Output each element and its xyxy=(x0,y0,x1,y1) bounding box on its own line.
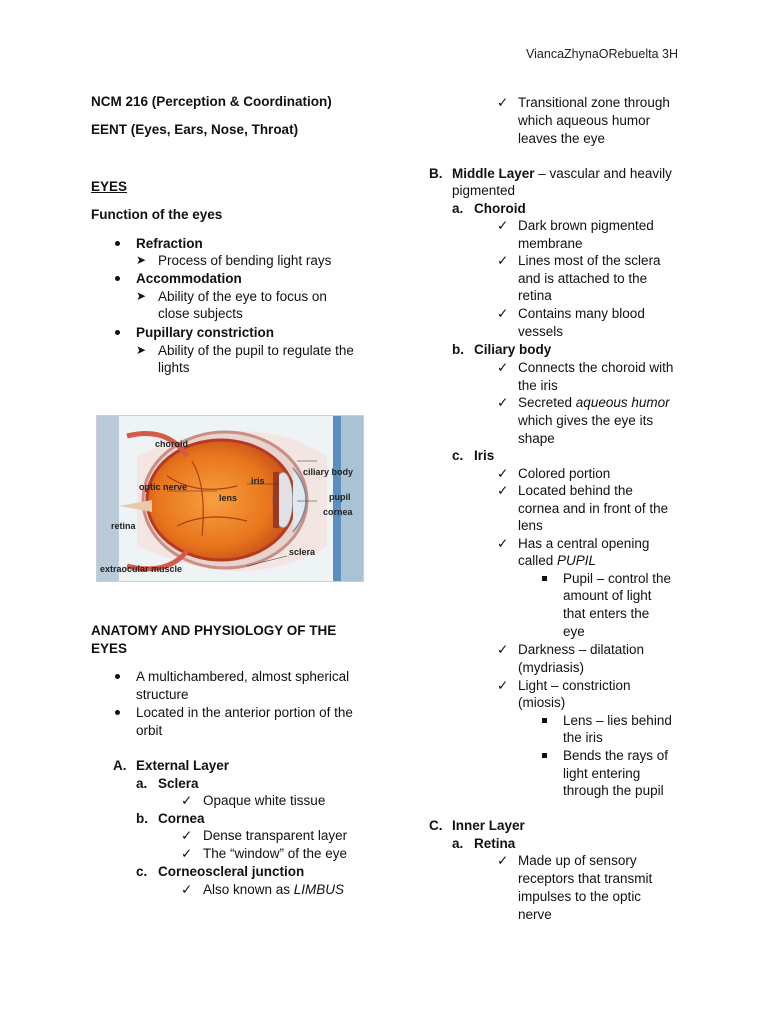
function-term: Accommodation xyxy=(136,271,242,286)
iris-item: (mydriasis) xyxy=(518,660,584,675)
label-pupil: pupil xyxy=(329,492,351,502)
eyes-heading: EYES xyxy=(91,179,128,194)
retina-item: nerve xyxy=(518,907,552,922)
sub-marker: a. xyxy=(136,776,148,791)
pupil-sub-item: that enters the xyxy=(563,606,650,621)
sub-marker: a. xyxy=(452,201,464,216)
label-iris: iris xyxy=(251,476,265,486)
bullet-icon xyxy=(115,674,120,679)
anatomy-point: Located in the anterior portion of the xyxy=(136,705,353,720)
bullet-icon xyxy=(115,241,120,246)
check-icon: ✓ xyxy=(497,678,509,693)
choroid-item: membrane xyxy=(518,236,583,251)
sub-marker: c. xyxy=(136,864,148,879)
transitional-text: leaves the eye xyxy=(518,131,606,146)
function-term: Pupillary constriction xyxy=(136,325,275,340)
ciliary-item: which gives the eye its xyxy=(518,413,654,428)
iris-item: lens xyxy=(518,518,543,533)
check-icon: ✓ xyxy=(497,360,509,375)
lens-sub-item: the iris xyxy=(563,730,603,745)
label-cornea: cornea xyxy=(323,507,353,517)
iris-item: Colored portion xyxy=(518,466,611,481)
cornea-title: Cornea xyxy=(158,811,205,826)
sub-marker: b. xyxy=(136,811,148,826)
inner-layer-title: Inner Layer xyxy=(452,818,525,833)
anatomy-heading: ANATOMY AND PHYSIOLOGY OF THE xyxy=(91,623,337,638)
check-icon: ✓ xyxy=(181,828,193,843)
ciliary-title: Ciliary body xyxy=(474,342,552,357)
pupil-sub-item: eye xyxy=(563,624,585,639)
check-icon: ✓ xyxy=(181,846,193,861)
pupil-sub-item: Pupil – control the xyxy=(563,571,672,586)
section-marker: B. xyxy=(429,166,443,181)
author-header: ViancaZhynaORebuelta 3H xyxy=(526,47,678,61)
square-bullet-icon xyxy=(542,753,547,758)
lens-sub-item: Bends the rays of xyxy=(563,748,669,763)
label-ciliary-body: ciliary body xyxy=(303,467,354,477)
check-icon: ✓ xyxy=(497,536,509,551)
bullet-icon xyxy=(115,710,120,715)
function-heading: Function of the eyes xyxy=(91,207,223,222)
junction-title: Corneoscleral junction xyxy=(158,864,305,879)
choroid-item: vessels xyxy=(518,324,564,339)
eye-anatomy-figure xyxy=(96,415,364,582)
square-bullet-icon xyxy=(542,576,547,581)
cornea-item: Dense transparent layer xyxy=(203,828,348,843)
anatomy-point: structure xyxy=(136,687,189,702)
retina-item: Made up of sensory xyxy=(518,853,637,868)
check-icon: ✓ xyxy=(497,642,509,657)
anatomy-point: A multichambered, almost spherical xyxy=(136,669,350,684)
iris-item: called PUPIL xyxy=(518,553,597,568)
retina-item: impulses to the optic xyxy=(518,889,642,904)
function-term: Refraction xyxy=(136,236,203,251)
retina-title: Retina xyxy=(474,836,516,851)
check-icon: ✓ xyxy=(497,253,509,268)
anatomy-point: orbit xyxy=(136,723,163,738)
check-icon: ✓ xyxy=(497,853,509,868)
sclera-title: Sclera xyxy=(158,776,199,791)
ciliary-item: shape xyxy=(518,431,555,446)
pupil-sub-item: amount of light xyxy=(563,588,652,603)
choroid-title: Choroid xyxy=(474,201,526,216)
course-subtitle: EENT (Eyes, Ears, Nose, Throat) xyxy=(91,122,299,137)
iris-item: Darkness – dilatation xyxy=(518,642,645,657)
bullet-icon xyxy=(115,330,120,335)
iris-item: (miosis) xyxy=(518,695,566,710)
iris-item: Located behind the xyxy=(518,483,633,498)
label-lens: lens xyxy=(219,493,238,503)
choroid-item: Contains many blood xyxy=(518,306,645,321)
arrow-bullet-icon: ➤ xyxy=(136,253,147,267)
cornea-item: The “window” of the eye xyxy=(203,846,348,861)
iris-title: Iris xyxy=(474,448,495,463)
lens-sub-item: light entering xyxy=(563,766,641,781)
ciliary-item: the iris xyxy=(518,378,558,393)
label-choroid: choroid xyxy=(155,439,188,449)
square-bullet-icon xyxy=(542,718,547,723)
sub-marker: c. xyxy=(452,448,464,463)
check-icon: ✓ xyxy=(181,793,193,808)
sclera-item: Opaque white tissue xyxy=(203,793,326,808)
external-layer-title: External Layer xyxy=(136,758,230,773)
course-title: NCM 216 (Perception & Coordination) xyxy=(91,94,332,109)
function-desc: Process of bending light rays xyxy=(158,253,332,268)
retina-item: receptors that transmit xyxy=(518,871,653,886)
check-icon: ✓ xyxy=(497,395,509,410)
ciliary-item: Secreted aqueous humor xyxy=(518,395,670,410)
lens-sub-item: Lens – lies behind xyxy=(563,713,672,728)
check-icon: ✓ xyxy=(497,466,509,481)
label-sclera: sclera xyxy=(289,547,316,557)
choroid-item: retina xyxy=(518,288,552,303)
junction-item: Also known as LIMBUS xyxy=(203,882,345,897)
function-desc: close subjects xyxy=(158,306,243,321)
sub-marker: b. xyxy=(452,342,464,357)
section-marker: C. xyxy=(429,818,443,833)
choroid-item: and is attached to the xyxy=(518,271,648,286)
choroid-item: Lines most of the sclera xyxy=(518,253,661,268)
check-icon: ✓ xyxy=(497,95,509,110)
label-optic-nerve: optic nerve xyxy=(139,482,188,492)
check-icon: ✓ xyxy=(181,882,193,897)
arrow-bullet-icon: ➤ xyxy=(136,289,147,303)
check-icon: ✓ xyxy=(497,483,509,498)
function-desc: Ability of the pupil to regulate the xyxy=(158,343,354,358)
choroid-item: Dark brown pigmented xyxy=(518,218,654,233)
middle-layer-desc: pigmented xyxy=(452,183,516,198)
lens-sub-item: through the pupil xyxy=(563,783,664,798)
anatomy-heading: EYES xyxy=(91,641,128,656)
function-desc: lights xyxy=(158,360,190,375)
label-retina: retina xyxy=(111,521,136,531)
section-marker: A. xyxy=(113,758,127,773)
iris-item: Light – constriction xyxy=(518,678,631,693)
middle-layer-title: Middle Layer – vascular and heavily xyxy=(452,166,672,181)
ciliary-item: Connects the choroid with xyxy=(518,360,674,375)
transitional-text: which aqueous humor xyxy=(518,113,651,128)
check-icon: ✓ xyxy=(497,218,509,233)
iris-item: cornea and in front of the xyxy=(518,501,669,516)
transitional-text: Transitional zone through xyxy=(518,95,670,110)
label-extraocular-muscle: extraocular muscle xyxy=(100,564,183,574)
function-desc: Ability of the eye to focus on xyxy=(158,289,327,304)
sub-marker: a. xyxy=(452,836,464,851)
check-icon: ✓ xyxy=(497,306,509,321)
iris-item: Has a central opening xyxy=(518,536,650,551)
arrow-bullet-icon: ➤ xyxy=(136,343,147,357)
bullet-icon xyxy=(115,276,120,281)
